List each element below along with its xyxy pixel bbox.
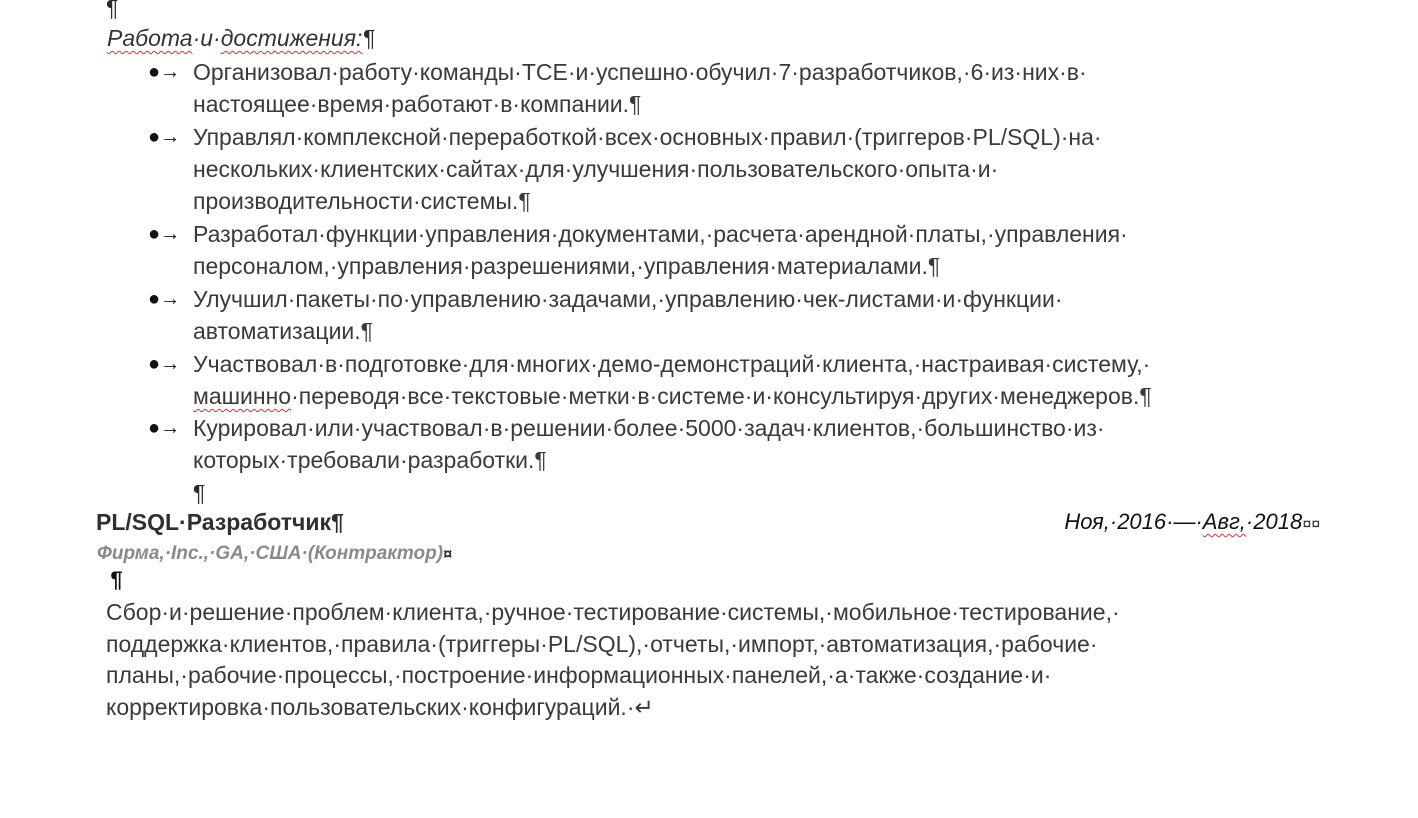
bullet-line: [193, 380, 1152, 412]
bullet-line: Улучшил·пакеты·по·управлению·задачами,·управлению·чек-листами·и·функции·: [193, 286, 1063, 312]
company-name: [97, 538, 452, 571]
paragraph-mark: ¶: [362, 25, 375, 51]
empty-paragraph-mark: ¶: [110, 567, 123, 592]
bullet-line: которых·требовали·разработки.¶: [193, 447, 547, 473]
empty-paragraph-mark: ¶: [193, 480, 206, 506]
table-cell-mark: ¤¤: [1302, 516, 1320, 533]
job-description-line: поддержка·клиентов,·правила·(триггеры·PL/SQL),·отчеты,·импорт,·автоматизация,·рабочие·: [106, 631, 1098, 657]
job-date-start: Ноя,·2016·—·: [1064, 509, 1203, 534]
bullet-marker: ●→: [148, 288, 181, 310]
bullet-line: Организовал·работу·команды·TCE·и·успешно·обучил·7·разработчиков,·6·из·них·в·: [193, 59, 1087, 85]
company-text: Фирма,·Inc.,·GA,·США·(Контрактор): [97, 543, 444, 564]
bullet-line: Разработал·функции·управления·документами,·расчета·арендной·платы,·управления·: [193, 221, 1128, 247]
bullet-marker: ●→: [148, 353, 181, 375]
table-cell-mark: ¤: [443, 546, 452, 563]
spelling-flag-word[interactable]: Авг,: [1202, 509, 1246, 534]
bullet-marker: ●→: [148, 126, 181, 148]
section-heading: [107, 22, 375, 54]
job-title: PL/SQL·Разработчик¶: [96, 509, 344, 535]
bullet-line: автоматизации.¶: [193, 318, 374, 344]
job-description-line: планы,·рабочие·процессы,·построение·информационных·панелей,·а·также·создание·и·: [106, 662, 1052, 688]
job-description-line: Сбор·и·решение·проблем·клиента,·ручное·тестирование·системы,·мобильное·тестирование,·: [106, 599, 1120, 625]
bullet-line: производительности·системы.¶: [193, 188, 531, 214]
bullet-line: Участвовал·в·подготовке·для·многих·демо-демонстраций·клиента,·настраивая·систему,·: [193, 351, 1151, 377]
bullet-line-rest: ·переводя·все·текстовые·метки·в·системе·и·консультируя·других·менеджеров.¶: [291, 383, 1152, 409]
spelling-flag-word[interactable]: Работа: [107, 25, 193, 51]
empty-paragraph-mark: ¶: [106, 0, 119, 21]
bullet-line: нескольких·клиентских·сайтах·для·улучшения·пользовательского·опыта·и·: [193, 156, 999, 182]
spelling-flag-word[interactable]: достижения:: [220, 25, 363, 51]
bullet-line: настоящее·время·работают·в·компании.¶: [193, 91, 642, 117]
heading-connector: ·и·: [192, 25, 221, 51]
bullet-marker: ●→: [148, 417, 181, 439]
bullet-marker: ●→: [148, 61, 181, 83]
bullet-line: Управлял·комплексной·переработкой·всех·основных·правил·(триггеров·PL/SQL)·на·: [193, 124, 1102, 150]
job-date: [1064, 506, 1320, 541]
bullet-line: персоналом,·управления·разрешениями,·управления·материалами.¶: [193, 253, 941, 279]
job-description-line: корректировка·пользовательских·конфигураций.·↵: [106, 694, 654, 720]
job-date-end: ·2018: [1245, 509, 1303, 534]
bullet-marker: ●→: [148, 223, 181, 245]
spelling-flag-word[interactable]: машинно: [193, 383, 292, 409]
bullet-line: Курировал·или·участвовал·в·решении·более·5000·задач·клиентов,·большинство·из·: [193, 415, 1105, 441]
